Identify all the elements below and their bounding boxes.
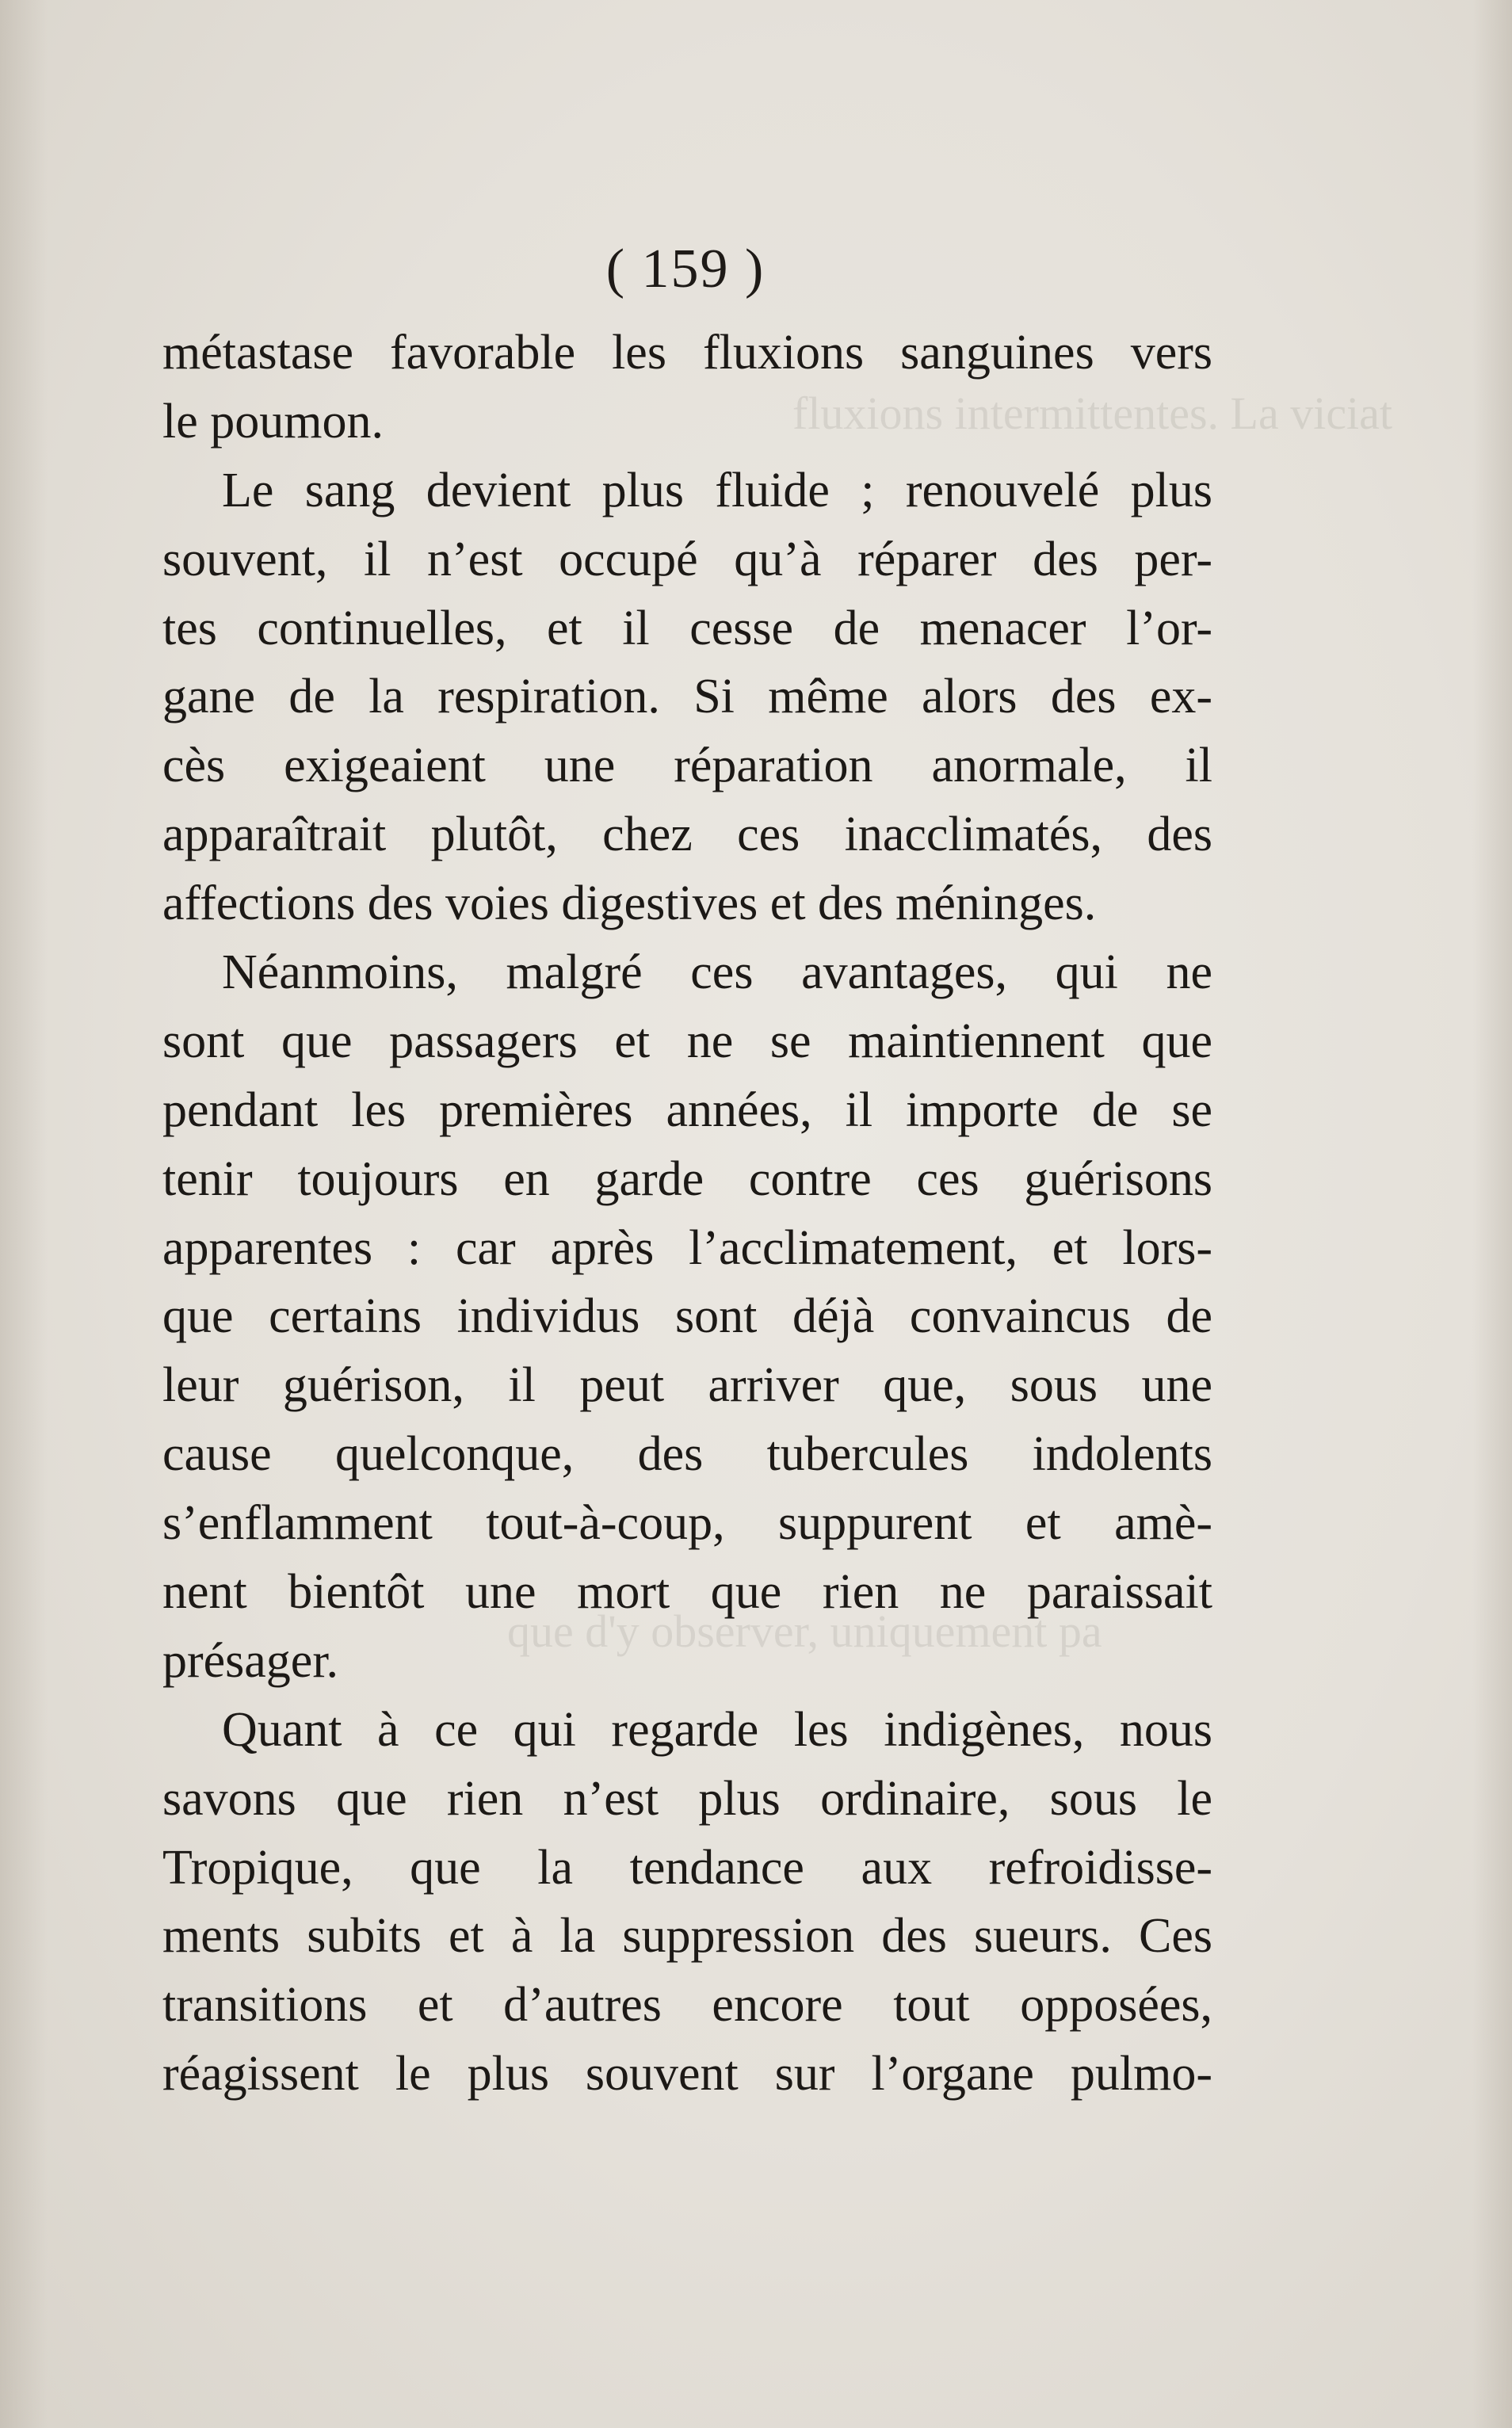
text-line: Néanmoins, malgré ces avantages, qui ne [222, 945, 1212, 1000]
text-line: ments subits et à la suppression des sueurs. Ces [162, 1909, 1212, 1964]
text-line: cause quelconque, des tubercules indolents [162, 1427, 1212, 1482]
text-line: métastase favorable les fluxions sanguines vers [162, 326, 1212, 380]
text-line: apparentes : car après l’acclimatement, et lors- [162, 1220, 1212, 1275]
text-line: tenir toujours en garde contre ces guérisons [162, 1151, 1212, 1206]
text-line: affections des voies digestives et des méninges. [162, 876, 1097, 931]
text-line: réagissent le plus souvent sur l’organe pulmo- [162, 2047, 1212, 2102]
page-number: ( 159 ) [605, 239, 766, 300]
text-line: Quant à ce qui regarde les indigènes, nous [222, 1702, 1212, 1757]
text-line: cès exigeaient une réparation anormale, il [162, 739, 1212, 793]
page-shadow-right [1472, 0, 1512, 2428]
text-line: présager. [162, 1633, 339, 1688]
page-shadow-left [0, 0, 48, 2428]
text-line: Le sang devient plus fluide ; renouvelé plus [222, 463, 1212, 517]
text-line: Tropique, que la tendance aux refroidisse- [162, 1840, 1212, 1895]
body-text [162, 319, 1212, 2109]
text-line: pendant les premières années, il importe de se [162, 1082, 1212, 1137]
text-line: leur guérison, il peut arriver que, sous une [162, 1358, 1212, 1413]
text-line: apparaîtrait plutôt, chez ces inacclimatés, des [162, 807, 1212, 862]
text-line: nent bientôt une mort que rien ne paraissait [162, 1565, 1212, 1620]
show-through-text: que d'y observer, uniquement pa [507, 1605, 1102, 1657]
text-line: savons que rien n’est plus ordinaire, sous le [162, 1771, 1212, 1826]
text-line: que certains individus sont déjà convaincus de [162, 1289, 1212, 1344]
text-line: le poumon. [162, 394, 384, 449]
text-line: sont que passagers et ne se maintiennent que [162, 1014, 1212, 1068]
text-line: transitions et d’autres encore tout opposées, [162, 1978, 1212, 2033]
text-line: gane de la respiration. Si même alors des ex- [162, 670, 1212, 724]
show-through-text: fluxions intermittentes. La viciat [792, 387, 1393, 439]
text-line: s’enflamment tout-à-coup, suppurent et amè- [162, 1496, 1212, 1551]
text-line: souvent, il n’est occupé qu’à réparer des per- [162, 532, 1212, 586]
text-line: tes continuelles, et il cesse de menacer l’or- [162, 601, 1212, 655]
